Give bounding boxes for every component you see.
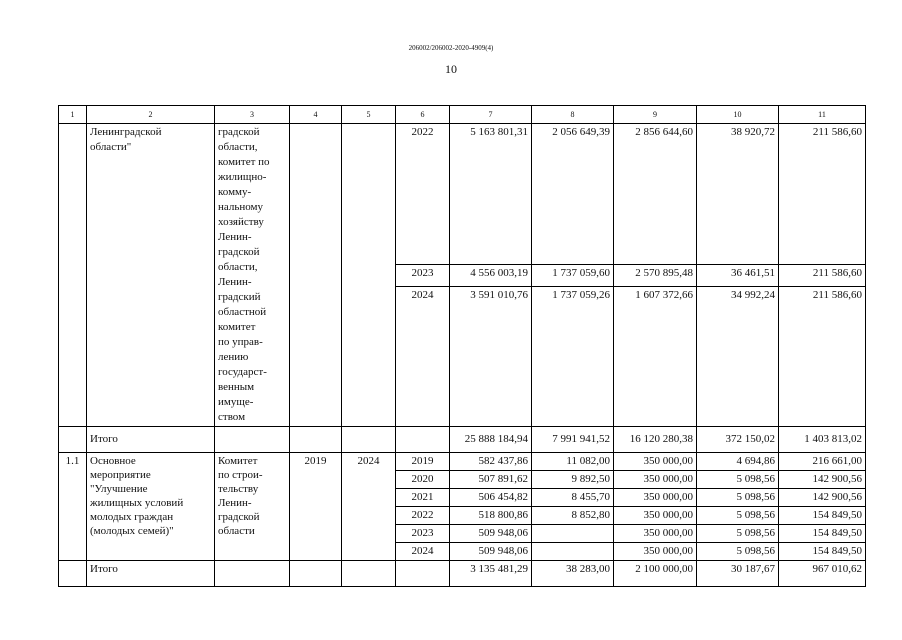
year-cell: 2023 — [396, 525, 450, 543]
header-cell: 3 — [215, 106, 290, 124]
value-cell: 5 098,56 — [697, 525, 779, 543]
value-cell: 506 454,82 — [450, 489, 532, 507]
value-cell: 154 849,50 — [779, 543, 866, 561]
value-cell: 36 461,51 — [697, 264, 779, 286]
row-number-cell — [59, 124, 87, 427]
value-cell: 154 849,50 — [779, 525, 866, 543]
value-cell: 5 098,56 — [697, 489, 779, 507]
year-cell: 2021 — [396, 489, 450, 507]
measure-name-cell: Основное мероприятие "Улучшение жилищных условий молодых граждан (молодых семей)" — [87, 453, 215, 561]
table-row — [59, 453, 866, 471]
value-cell: 211 586,60 — [779, 286, 866, 427]
value-cell: 2 570 895,48 — [614, 264, 697, 286]
executor-cell: градской области, комитет по жилищно- комму- нальному хозяйству Ленин- градской области, Ленин- градский областной комитет по управ- лению государст- венным имуще- ством — [215, 124, 290, 427]
value-cell: 518 800,86 — [450, 507, 532, 525]
total-label: Итого — [87, 427, 215, 453]
value-cell: 1 737 059,26 — [532, 286, 614, 427]
end-year-cell: 2024 — [342, 453, 396, 561]
empty-cell — [215, 561, 290, 587]
year-cell: 2023 — [396, 264, 450, 286]
total-value-cell: 30 187,67 — [697, 561, 779, 587]
total-value-cell: 372 150,02 — [697, 427, 779, 453]
value-cell: 5 098,56 — [697, 543, 779, 561]
value-cell: 5 098,56 — [697, 471, 779, 489]
total-label: Итого — [87, 561, 215, 587]
value-cell: 142 900,56 — [779, 489, 866, 507]
total-row — [59, 427, 866, 453]
value-cell: 350 000,00 — [614, 525, 697, 543]
value-cell: 1 737 059,60 — [532, 264, 614, 286]
header-cell: 11 — [779, 106, 866, 124]
value-cell: 5 098,56 — [697, 507, 779, 525]
value-cell: 142 900,56 — [779, 471, 866, 489]
end-year-cell — [342, 124, 396, 427]
budget-table — [58, 105, 866, 587]
empty-cell — [290, 561, 342, 587]
year-cell: 2022 — [396, 124, 450, 265]
value-cell: 9 892,50 — [532, 471, 614, 489]
row-number-cell: 1.1 — [59, 453, 87, 561]
start-year-cell — [290, 124, 342, 427]
value-cell: 154 849,50 — [779, 507, 866, 525]
value-cell: 4 556 003,19 — [450, 264, 532, 286]
total-row — [59, 561, 866, 587]
empty-cell — [215, 427, 290, 453]
year-cell: 2020 — [396, 471, 450, 489]
total-value-cell: 25 888 184,94 — [450, 427, 532, 453]
total-value-cell: 1 403 813,02 — [779, 427, 866, 453]
value-cell: 509 948,06 — [450, 543, 532, 561]
value-cell: 350 000,00 — [614, 507, 697, 525]
total-value-cell: 38 283,00 — [532, 561, 614, 587]
value-cell: 211 586,60 — [779, 264, 866, 286]
value-cell: 11 082,00 — [532, 453, 614, 471]
value-cell: 38 920,72 — [697, 124, 779, 265]
value-cell: 2 056 649,39 — [532, 124, 614, 265]
total-value-cell: 967 010,62 — [779, 561, 866, 587]
total-value-cell: 16 120 280,38 — [614, 427, 697, 453]
executor-cell: Комитет по строи- тельству Ленин- градской области — [215, 453, 290, 561]
year-cell: 2019 — [396, 453, 450, 471]
value-cell — [532, 525, 614, 543]
value-cell: 582 437,86 — [450, 453, 532, 471]
total-value-cell: 2 100 000,00 — [614, 561, 697, 587]
value-cell: 509 948,06 — [450, 525, 532, 543]
total-value-cell: 3 135 481,29 — [450, 561, 532, 587]
value-cell — [532, 543, 614, 561]
start-year-cell: 2019 — [290, 453, 342, 561]
empty-cell — [290, 427, 342, 453]
row-number-cell — [59, 427, 87, 453]
measure-name-cell: Ленинградской области" — [87, 124, 215, 427]
page-number: 10 — [445, 62, 457, 76]
year-cell: 2022 — [396, 507, 450, 525]
value-cell: 3 591 010,76 — [450, 286, 532, 427]
empty-cell — [342, 427, 396, 453]
header-cell: 9 — [614, 106, 697, 124]
value-cell: 8 455,70 — [532, 489, 614, 507]
header-cell: 5 — [342, 106, 396, 124]
empty-cell — [342, 561, 396, 587]
value-cell: 211 586,60 — [779, 124, 866, 265]
column-number-row — [59, 106, 866, 124]
year-cell: 2024 — [396, 286, 450, 427]
value-cell: 2 856 644,60 — [614, 124, 697, 265]
header-cell: 8 — [532, 106, 614, 124]
value-cell: 350 000,00 — [614, 543, 697, 561]
value-cell: 350 000,00 — [614, 489, 697, 507]
year-cell: 2024 — [396, 543, 450, 561]
header-cell: 2 — [87, 106, 215, 124]
header-cell: 10 — [697, 106, 779, 124]
value-cell: 8 852,80 — [532, 507, 614, 525]
value-cell: 1 607 372,66 — [614, 286, 697, 427]
value-cell: 216 661,00 — [779, 453, 866, 471]
header-cell: 1 — [59, 106, 87, 124]
value-cell: 4 694,86 — [697, 453, 779, 471]
header-cell: 6 — [396, 106, 450, 124]
table-row — [59, 124, 866, 265]
document-id: 206002/206002-2020-4909(4) — [408, 44, 494, 52]
header-cell: 7 — [450, 106, 532, 124]
value-cell: 507 891,62 — [450, 471, 532, 489]
value-cell: 5 163 801,31 — [450, 124, 532, 265]
header-cell: 4 — [290, 106, 342, 124]
empty-cell — [396, 427, 450, 453]
value-cell: 350 000,00 — [614, 453, 697, 471]
row-number-cell — [59, 561, 87, 587]
empty-cell — [396, 561, 450, 587]
value-cell: 350 000,00 — [614, 471, 697, 489]
value-cell: 34 992,24 — [697, 286, 779, 427]
total-value-cell: 7 991 941,52 — [532, 427, 614, 453]
